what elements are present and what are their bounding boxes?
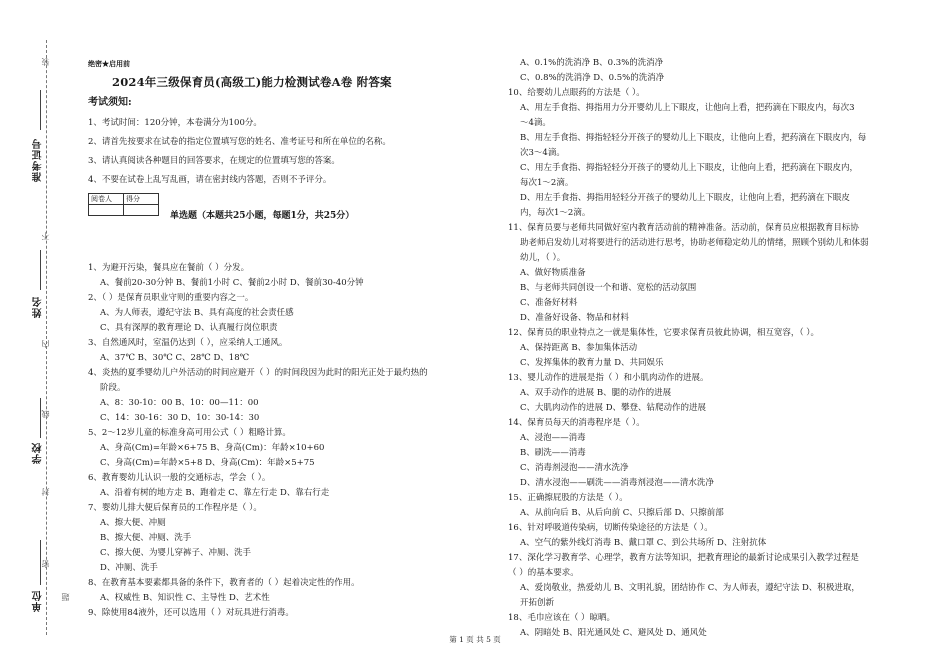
name-line xyxy=(40,250,41,290)
answer-option: C、0.8%的洗消净 D、0.5%的洗消净 xyxy=(520,73,665,83)
question-text: 3、自然通风时，室温仍达到（ ），应采纳人工通风。 xyxy=(88,338,288,348)
question-text: 7、婴幼儿排大便后保育员的工作程序是（ ）。 xyxy=(88,503,262,513)
answer-option: C、发挥集体的教育力量 D、共同娱乐 xyxy=(520,358,664,368)
seal-mark: 内 xyxy=(41,340,50,348)
answer-option: B、用左手食指、拇指轻轻分开孩子的婴幼儿上下眼皮，让他向上看，把药滴在下眼皮内，每 xyxy=(520,133,867,143)
name-label: 姓名 xyxy=(33,296,44,318)
answer-option: B、刷洗——消毒 xyxy=(520,448,586,458)
notice-item: 3、请认真阅读各种题目的回答要求，在规定的位置填写您的答案。 xyxy=(88,156,340,166)
secret-mark: 绝密★启用前 xyxy=(88,59,130,68)
answer-option: A、0.1%的洗消净 B、0.3%的洗消净 xyxy=(520,58,664,68)
answer-option: B、擦大便、冲厕、洗手 xyxy=(100,533,192,543)
answer-option: 开拓创新 xyxy=(520,598,555,608)
score-table xyxy=(88,193,159,216)
answer-option: A、权威性 B、知识性 C、主导性 D、艺术性 xyxy=(100,593,270,603)
question-text: 13、婴儿动作的进展是指（ ）和小肌肉动作的进展。 xyxy=(508,373,709,383)
unit-line xyxy=(40,540,41,585)
answer-option: B、与老师共同创设一个和谐、宽松的活动氛围 xyxy=(520,283,697,293)
notice-item: 2、请首先按要求在试卷的指定位置填写您的姓名、准考证号和所在单位的名称。 xyxy=(88,137,391,147)
answer-option: ～4滴。 xyxy=(520,118,551,128)
page-title: 2024年三级保育员(高级工)能力检测试卷A卷 附答案 xyxy=(112,75,392,89)
answer-option: A、空气的紫外线灯消毒 B、戴口罩 C、到公共场所 D、注射抗体 xyxy=(520,538,767,548)
answer-option: C、身高(Cm)=年龄×5+8 D、身高(Cm)：年龄×5+75 xyxy=(100,458,315,468)
answer-option: A、沿着有树的地方走 B、跑着走 C、靠左行走 D、靠右行走 xyxy=(100,488,330,498)
reviewer-blank[interactable] xyxy=(89,205,124,216)
answer-option: 内，每次1～2滴。 xyxy=(520,208,591,218)
question-text: 14、保育员每天的消毒程序是（ ）。 xyxy=(508,418,645,428)
answer-option: C、准备好材料 xyxy=(520,298,578,308)
binding-margin xyxy=(0,0,80,671)
question-text: 9、除使用84液外，还可以选用（ ）对玩具进行消毒。 xyxy=(88,608,294,618)
answer-option: A、8：30-10：00 B、10：00—11：00 xyxy=(100,398,259,408)
school-line xyxy=(40,398,41,438)
answer-option: 每次1～2滴。 xyxy=(520,178,574,188)
answer-option: D、准备好设备、物品和材料 xyxy=(520,313,629,323)
answer-option: D、用左手食指、拇指用轻轻分开孩子的婴幼儿上下眼皮，让他向上看，把药滴在下眼皮 xyxy=(520,193,850,203)
answer-option: 幼儿，（ ）。 xyxy=(520,253,566,263)
answer-option: C、消毒剂浸泡——清水洗净 xyxy=(520,463,629,473)
school-label: 学校 xyxy=(33,442,44,464)
answer-option: C、大肌肉动作的进展 D、攀登、钻爬动作的进展 xyxy=(520,403,707,413)
answer-option: A、餐前20-30分钟 B、餐前1小时 C、餐前2小时 D、餐前30-40分钟 xyxy=(100,278,364,288)
question-text: 2、（ ）是保育员职业守则的重要内容之一。 xyxy=(88,293,254,303)
seal-mark: 不 xyxy=(41,232,50,240)
answer-option: 助老师启发幼儿对将要进行的活动进行思考，协助老师稳定幼儿的情绪，照顾个别幼儿和体弱 xyxy=(520,238,869,248)
question-text: 17、深化学习教育学、心理学，教育方法等知识，把教育理论的最新讨论成果引入教学过程是 xyxy=(508,553,859,563)
answer-option: A、浸泡——消毒 xyxy=(520,433,586,443)
answer-option: A、为人师表，遵纪守法 B、具有高度的社会责任感 xyxy=(100,308,294,318)
answer-option: A、37℃ B、30℃ C、28℃ D、18℃ xyxy=(100,353,250,363)
answer-option: C、擦大便、为婴儿穿裤子、冲厕、洗手 xyxy=(100,548,252,558)
question-text: 1、为避开污染，餐具应在餐前（ ）分发。 xyxy=(88,263,250,273)
question-text: 4、炎热的夏季婴幼儿户外活动的时间应避开（ ）的时间段因为此时的阳光正处于最灼热的 xyxy=(88,368,428,378)
question-text: 12、保育员的职业特点之一就是集体性，它要求保育员彼此协调，相互宽容，（ ）。 xyxy=(508,328,820,338)
answer-option: D、冲厕、洗手 xyxy=(100,563,158,573)
notice-item: 1、考试时间：120分钟，本卷满分为100分。 xyxy=(88,118,262,128)
seal-mark: 封 xyxy=(41,488,50,496)
answer-option: A、保持距离 B、参加集体活动 xyxy=(520,343,638,353)
answer-option: A、用左手食指、拇指用力分开婴幼儿上下眼皮，让他向上看，把药滴在下眼皮内，每次3 xyxy=(520,103,855,113)
score-cell: 得分 xyxy=(124,194,159,205)
score-blank[interactable] xyxy=(124,205,159,216)
exam-number-line xyxy=(40,90,41,130)
seal-line xyxy=(46,40,47,635)
question-text: 8、在教育基本要素都具备的条件下，教育者的（ ）起着决定性的作用。 xyxy=(88,578,360,588)
answer-option: C、具有深厚的教育理论 D、认真履行岗位职责 xyxy=(100,323,278,333)
section-title: 单选题（本题共25小题，每题1分，共25分） xyxy=(170,211,355,221)
answer-option: A、爱岗敬业，热爱幼儿 B、文明礼貌，团结协作 C、为人师表，遵纪守法 D、积极进取， xyxy=(520,583,860,593)
seal-mark: 题 xyxy=(61,593,70,601)
question-text: （ ）的基本要求。 xyxy=(508,568,579,578)
answer-option: A、从前向后 B、从后向前 C、只擦后部 D、只擦前部 xyxy=(520,508,724,518)
question-text: 18、毛巾应该在（ ）晾晒。 xyxy=(508,613,616,623)
answer-option: A、双手动作的进展 B、腿的动作的进展 xyxy=(520,388,672,398)
answer-option: C、用左手食指、拇指轻轻分开孩子的婴幼儿上下眼皮，让他向上看，把药滴在下眼皮内， xyxy=(520,163,859,173)
page-footer: 第 1 页 共 5 页 xyxy=(449,635,501,644)
answer-option: A、身高(Cm)=年龄×6+75 B、身高(Cm)：年龄×10+60 xyxy=(100,443,325,453)
notice-item: 4、不要在试卷上乱写乱画，请在密封线内答题，否则不予评分。 xyxy=(88,175,332,185)
seal-mark: 密 xyxy=(41,560,50,568)
question-text: 5、2～12岁儿童的标准身高可用公式（ ）粗略计算。 xyxy=(88,428,291,438)
answer-option: 次3～4滴。 xyxy=(520,148,565,158)
question-text: 6、教育婴幼儿认识一般的交通标志，学会（ ）。 xyxy=(88,473,271,483)
reviewer-cell: 阅卷人 xyxy=(89,194,124,205)
answer-option: A、擦大便、冲厕 xyxy=(100,518,166,528)
question-text: 10、给婴幼儿点眼药的方法是（ ）。 xyxy=(508,88,645,98)
answer-option: A、做好物质准备 xyxy=(520,268,586,278)
question-text: 16、针对呼吸道传染病，切断传染途径的方法是（ ）。 xyxy=(508,523,713,533)
exam-number-label: 准考证号 xyxy=(33,138,44,182)
answer-option: C、14：30-16：30 D、10：30-14：30 xyxy=(100,413,260,423)
seal-mark: 线 xyxy=(41,410,50,418)
unit-label: 单位 xyxy=(33,590,44,612)
seal-mark: 装 xyxy=(41,58,50,66)
notice-heading: 考试须知: xyxy=(88,97,132,108)
answer-option: 阶段。 xyxy=(100,383,126,393)
question-text: 11、保育员要与老师共同做好室内教育活动前的精神准备。活动前，保育员应根据教育目标协 xyxy=(508,223,859,233)
answer-option: A、阴暗处 B、阳光通风处 C、避风处 D、通风处 xyxy=(520,628,707,638)
answer-option: D、清水浸泡——刷洗——消毒剂浸泡——清水洗净 xyxy=(520,478,714,488)
question-text: 15、正确擦屁股的方法是（ ）。 xyxy=(508,493,628,503)
